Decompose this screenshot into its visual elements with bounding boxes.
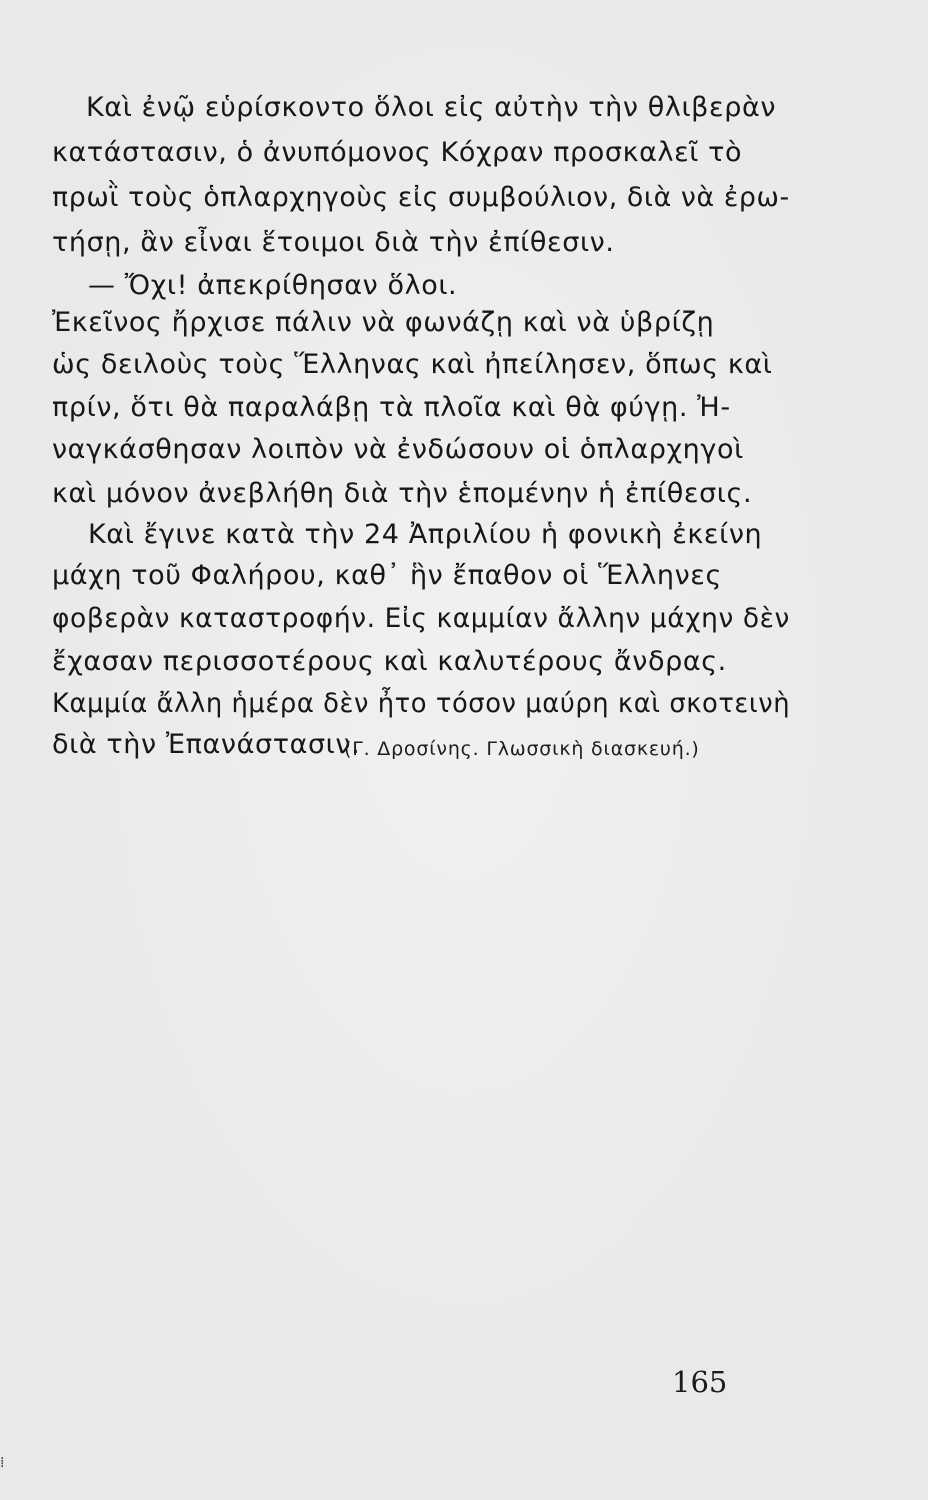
text-line: πρωῒ τοὺς ὁπλαρχηγοὺς εἰς συμβούλιον, διὰ νὰ ἐρω- bbox=[52, 182, 790, 213]
text-line: — Ὄχι! ἀπεκρίθησαν ὅλοι. bbox=[88, 270, 458, 301]
text-line: ναγκάσθησαν λοιπὸν νὰ ἐνδώσουν οἱ ὁπλαρχηγοὶ bbox=[52, 434, 744, 465]
text-line: Ἐκεῖνος ἤρχισε πάλιν νὰ φωνάζῃ καὶ νὰ ὑβρίζῃ bbox=[52, 307, 715, 338]
text-line: Καὶ ἐνῷ εὑρίσκοντο ὅλοι εἰς αὐτὴν τὴν θλιβερὰν bbox=[86, 92, 777, 123]
text-line: Καὶ ἔγινε κατὰ τὴν 24 Ἀπριλίου ἡ φονικὴ ἐκείνη bbox=[88, 519, 763, 550]
text-line: ἔχασαν περισσοτέρους καὶ καλυτέρους ἄνδρας. bbox=[52, 646, 727, 677]
text-line: διὰ τὴν Ἐπανάστασιν. bbox=[52, 729, 361, 760]
text-line: πρίν, ὅτι θὰ παραλάβῃ τὰ πλοῖα καὶ θὰ φύγῃ. Ἠ- bbox=[52, 392, 731, 423]
edge-mark: ⁞ bbox=[0, 1455, 5, 1471]
text-line: κατάστασιν, ὁ ἀνυπόμονος Κόχραν προσκαλεῖ τὸ bbox=[52, 137, 743, 168]
text-line: ὡς δειλοὺς τοὺς Ἕλληνας καὶ ἠπείλησεν, ὅπως καὶ bbox=[52, 349, 773, 380]
text-line: μάχη τοῦ Φαλήρου, καθ᾽ ἣν ἔπαθον οἱ Ἕλληνες bbox=[52, 560, 722, 591]
text-line: τήσῃ, ἂν εἶναι ἕτοιμοι διὰ τὴν ἐπίθεσιν. bbox=[52, 227, 615, 258]
text-line: καὶ μόνον ἀνεβλήθη διὰ τὴν ἑπομένην ἡ ἐπίθεσις. bbox=[52, 478, 753, 509]
page-number: 165 bbox=[672, 1365, 728, 1399]
source-attribution: (Γ. Δροσίνης. Γλωσσικὴ διασκευή.) bbox=[344, 738, 700, 760]
text-line: Καμμία ἄλλη ἡμέρα δὲν ἦτο τόσον μαύρη καὶ σκοτεινὴ bbox=[52, 688, 791, 719]
text-line: φοβερὰν καταστροφήν. Εἰς καμμίαν ἄλλην μάχην δὲν bbox=[52, 603, 790, 634]
